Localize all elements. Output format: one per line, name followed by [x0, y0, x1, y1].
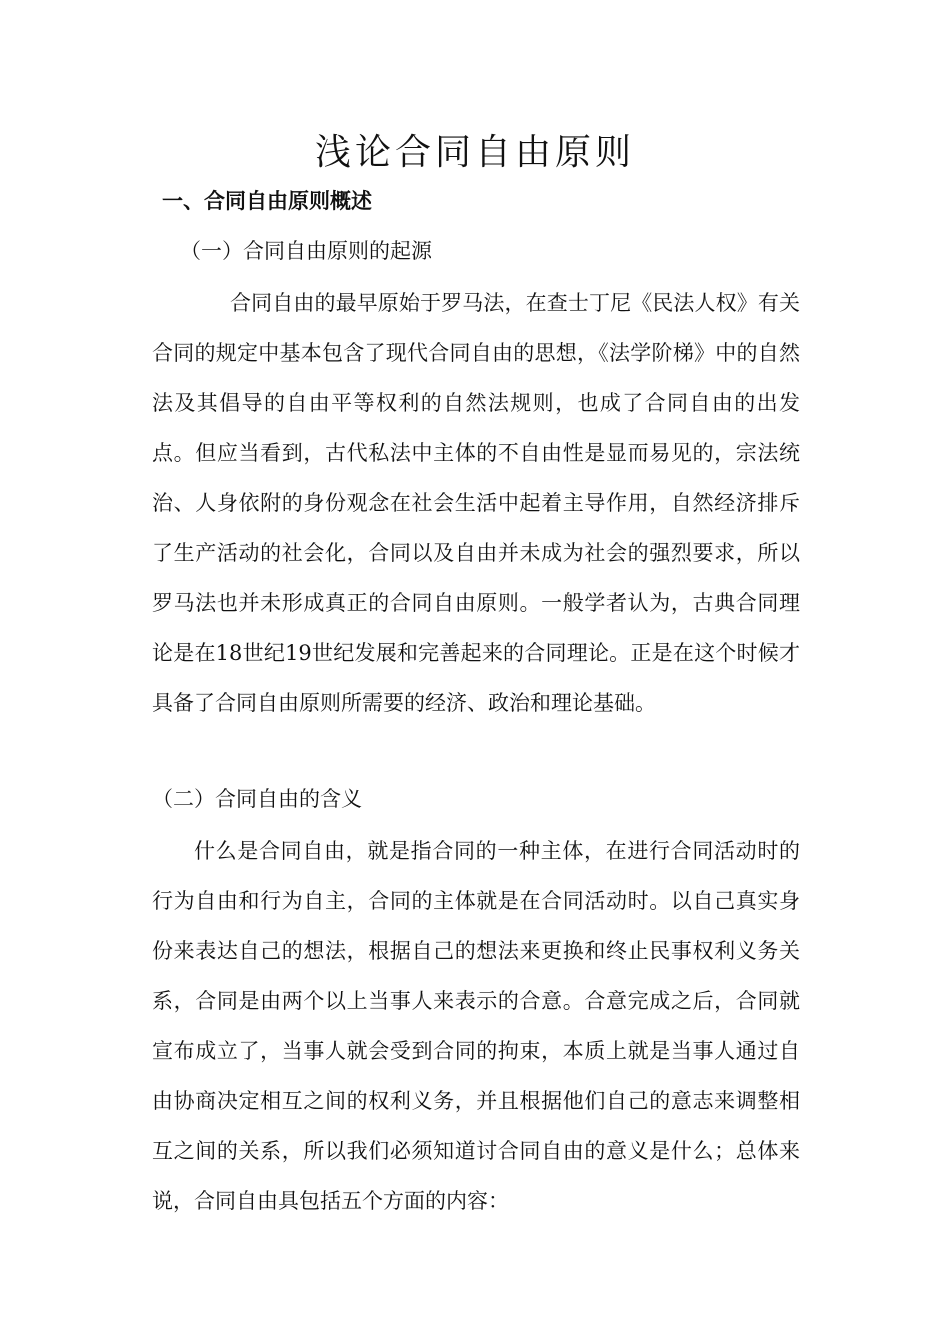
paragraph-origin: 合同自由的最早原始于罗马法，在查士丁尼《民法人权》有关合同的规定中基本包含了现代合同自由的思想，《法学阶梯》中的自然法及其倡导的自由平等权利的自然法规则，也成了合同自由的出发点。但应当看到，古代私法中主体的不自由性是显而易见的，宗法统治、人身依附的身份观念在社会生活中起着主导作用，自然经济排斥了生产活动的社会化，合同以及自由并未成为社会的强烈要求，所以罗马法也并未形成真正的合同自由原则。一般学者认为，古典合同理论是在18世纪19世纪发展和完善起来的合同理论。正是在这个时候才具备了合同自由原则所需要的经济、政治和理论基础。 [152, 291, 800, 715]
subsection-heading-meaning: （二）合同自由的含义 [152, 787, 362, 811]
section-heading-overview: 一、合同自由原则概述 [162, 189, 372, 213]
paragraph-meaning: 什么是合同自由，就是指合同的一种主体，在进行合同活动时的行为自由和行为自主，合同的主体就是在合同活动时。以自己真实身份来表达自己的想法，根据自己的想法来更换和终止民事权利义务关系，合同是由两个以上当事人来表示的合意。合意完成之后，合同就宣布成立了，当事人就会受到合同的拘束，本质上就是当事人通过自由协商决定相互之间的权利义务，并且根据他们自己的意志来调整相互之间的关系，所以我们必须知道讨合同自由的意义是什么；总体来说，合同自由具包括五个方面的内容： [152, 839, 800, 1213]
subsection-heading-origin: （一）合同自由原则的起源 [180, 239, 432, 263]
document-title: 浅论合同自由原则 [314, 132, 635, 173]
